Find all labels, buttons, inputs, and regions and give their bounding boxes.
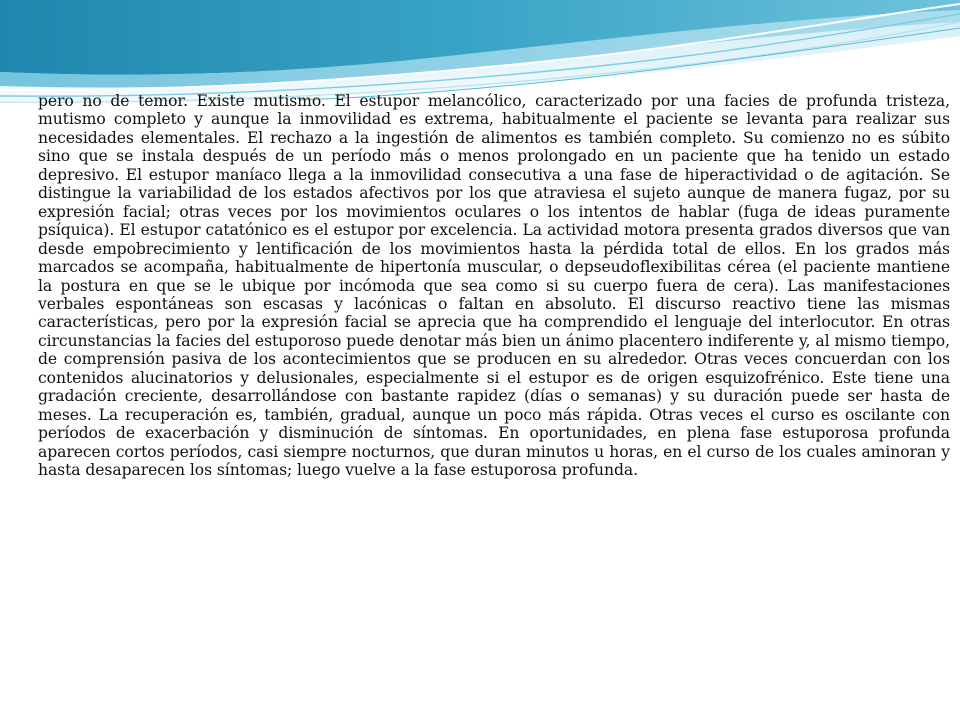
body-paragraph: pero no de temor. Existe mutismo. El estupor melancólico, caracterizado por una facies de profunda tristeza, mutismo completo y aunque la inmovilidad es extrema, habitualmente el paciente se levanta para realizar sus necesidades elementales. El rechazo a la ingestión de alimentos es también completo. Su comienzo no es súbito sino que se instala después de un período más o menos prolongado en un paciente que ha tenido un estado depresivo. El estupor maníaco llega a la inmovilidad consecutiva a una fase de hiperactividad o de agitación. Se distingue la variabilidad de los estados afectivos por los que atraviesa el sujeto aunque de manera fugaz, por su expresión facial; otras veces por los movimientos oculares o los intentos de hablar (fuga de ideas puramente psíquica). El estupor catatónico es el estupor por excelencia. La actividad motora presenta grados diversos que van desde empobrecimiento y lentificación de los movimientos hasta la pérdida total de ellos. En los grados más marcados se acompaña, habitualmente de hipertonía muscular, o depseudoflexibilitas cérea (el paciente mantiene la postura en que se le ubique por incómoda que sea como si su cuerpo fuera de cera). Las manifestaciones verbales espontáneas son escasas y lacónicas o faltan en absoluto. El discurso reactivo tiene las mismas características, pero por la expresión facial se aprecia que ha comprendido el lenguaje del interlocutor. En otras circunstancias la facies del estuporoso puede denotar más bien un ánimo placentero indiferente y, al mismo tiempo, de comprensión pasiva de los acontecimientos que se producen en su alrededor. Otras veces concuerdan con los contenidos alucinatorios y delusionales, especialmente si el estupor es de origen esquizofrénico. Este tiene una gradación creciente, desarrollándose con bastante rapidez (días o semanas) y su duración puede ser hasta de meses. La recuperación es, también, gradual, aunque un poco más rápida. Otras veces el curso es oscilante con períodos de exacerbación y disminución de síntomas. En oportunidades, en plena fase estuporosa profunda aparecen cortos períodos, casi siempre nocturnos, que duran minutos u horas, en el curso de los cuales aminoran y hasta desaparecen los síntomas; luego vuelve a la fase estuporosa profunda. <box>38 92 950 480</box>
